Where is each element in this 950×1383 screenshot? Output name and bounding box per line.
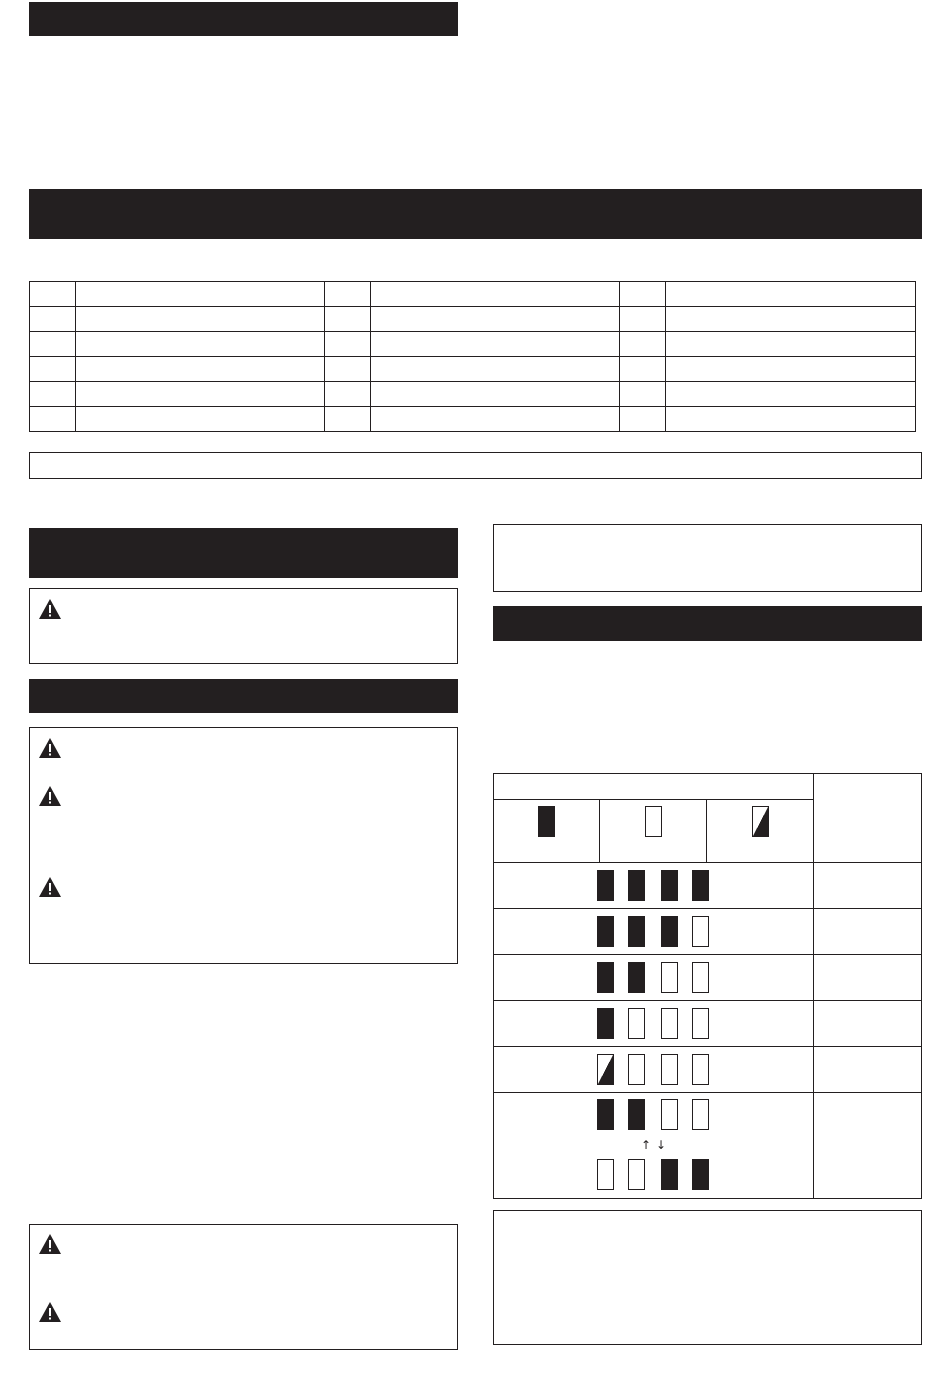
indicator-lamp-on-icon [597, 1099, 614, 1130]
indicator-lamp-on-icon [628, 916, 645, 947]
indicator-lamp-off-icon [692, 962, 709, 993]
parts-name-cell [371, 382, 620, 407]
parts-number-cell [325, 282, 371, 307]
parts-table-row [30, 407, 916, 432]
parts-name-cell [76, 407, 325, 432]
parts-number-cell [325, 332, 371, 357]
indicator-lamp-on-icon [628, 870, 645, 901]
section-heading-bar [29, 679, 458, 713]
indicator-lamp-off-icon [628, 1008, 645, 1039]
indicator-table-rule [599, 799, 600, 862]
parts-number-cell [620, 307, 666, 332]
section-heading-bar [493, 606, 922, 641]
parts-number-cell [325, 357, 371, 382]
indicator-table-rule [493, 908, 922, 909]
parts-name-cell [371, 407, 620, 432]
parts-number-cell [325, 407, 371, 432]
parts-number-cell [30, 407, 76, 432]
parts-name-cell [666, 382, 916, 407]
warning-box [29, 588, 458, 664]
parts-name-cell [76, 382, 325, 407]
notice-box [493, 524, 922, 592]
indicator-lamp-off-icon [661, 1054, 678, 1085]
warning-triangle-icon [38, 598, 62, 620]
indicator-lamp-off-icon [692, 916, 709, 947]
indicator-lamp-off-icon [661, 1099, 678, 1130]
indicator-lamp-off-icon [692, 1099, 709, 1130]
parts-number-cell [30, 307, 76, 332]
parts-number-cell [325, 382, 371, 407]
arrow-down-icon: ↓ [656, 1138, 667, 1152]
indicator-lamp-blinking-icon [597, 1054, 614, 1085]
warning-triangle-icon [38, 737, 62, 759]
parts-name-cell [666, 332, 916, 357]
indicator-table [493, 773, 922, 1199]
parts-number-cell [325, 307, 371, 332]
parts-name-cell [76, 332, 325, 357]
parts-number-cell [620, 357, 666, 382]
indicator-table-rule [493, 954, 922, 955]
indicator-lamp-on-icon [661, 916, 678, 947]
parts-name-cell [371, 282, 620, 307]
indicator-lamp-off-icon [597, 1159, 614, 1190]
indicator-lamp-off-icon [628, 1159, 645, 1190]
indicator-lamp-on-icon [597, 916, 614, 947]
parts-name-cell [76, 282, 325, 307]
section-heading-bar [29, 528, 458, 578]
indicator-table-rule [706, 799, 707, 862]
parts-name-cell [371, 307, 620, 332]
parts-name-cell [76, 307, 325, 332]
parts-table [29, 281, 916, 432]
parts-number-cell [620, 407, 666, 432]
indicator-lamp-on-icon [597, 1008, 614, 1039]
parts-number-cell [30, 282, 76, 307]
note-box [493, 1210, 922, 1345]
parts-table-row [30, 307, 916, 332]
warning-triangle-icon [38, 1301, 62, 1323]
indicator-lamp-on-icon [692, 1159, 709, 1190]
indicator-table-divider [813, 773, 814, 1199]
indicator-table-rule [493, 862, 922, 863]
parts-number-cell [30, 382, 76, 407]
indicator-table-rule [493, 799, 813, 800]
indicator-lamp-off-icon [692, 1008, 709, 1039]
indicator-lamp-on-icon [628, 1099, 645, 1130]
parts-name-cell [371, 357, 620, 382]
warning-triangle-icon [38, 1233, 62, 1255]
warning-triangle-icon [38, 785, 62, 807]
parts-name-cell [666, 282, 916, 307]
indicator-lamp-on-icon [597, 962, 614, 993]
parts-name-cell [666, 357, 916, 382]
indicator-table-rule [493, 1000, 922, 1001]
parts-number-cell [30, 357, 76, 382]
warning-box [29, 727, 458, 964]
parts-number-cell [30, 332, 76, 357]
warning-box [29, 1224, 458, 1350]
parts-table-row [30, 282, 916, 307]
parts-table-row [30, 382, 916, 407]
section-heading-bar-wide [29, 189, 922, 239]
parts-name-cell [76, 357, 325, 382]
indicator-lamp-on-icon [661, 870, 678, 901]
parts-number-cell [620, 382, 666, 407]
indicator-table-rule [493, 1046, 922, 1047]
parts-number-cell [620, 332, 666, 357]
indicator-lamp-on-icon [661, 1159, 678, 1190]
warning-triangle-icon [38, 876, 62, 898]
indicator-lamp-on-icon [692, 870, 709, 901]
arrow-up-icon: ↑ [641, 1138, 652, 1152]
indicator-lamp-off-icon [692, 1054, 709, 1085]
indicator-lamp-on-icon [628, 962, 645, 993]
indicator-lamp-on-icon [597, 870, 614, 901]
indicator-lamp-off-icon [661, 962, 678, 993]
indicator-lamp-on-icon [538, 806, 555, 837]
parts-name-cell [666, 407, 916, 432]
parts-number-cell [620, 282, 666, 307]
parts-table-note [29, 452, 922, 479]
indicator-lamp-off-icon [645, 806, 662, 837]
section-heading-bar [29, 2, 458, 36]
indicator-lamp-off-icon [661, 1008, 678, 1039]
parts-table-row [30, 357, 916, 382]
indicator-lamp-blinking-icon [752, 806, 769, 837]
indicator-lamp-off-icon [628, 1054, 645, 1085]
parts-name-cell [666, 307, 916, 332]
parts-name-cell [371, 332, 620, 357]
parts-table-row [30, 332, 916, 357]
indicator-table-rule [493, 1092, 922, 1093]
